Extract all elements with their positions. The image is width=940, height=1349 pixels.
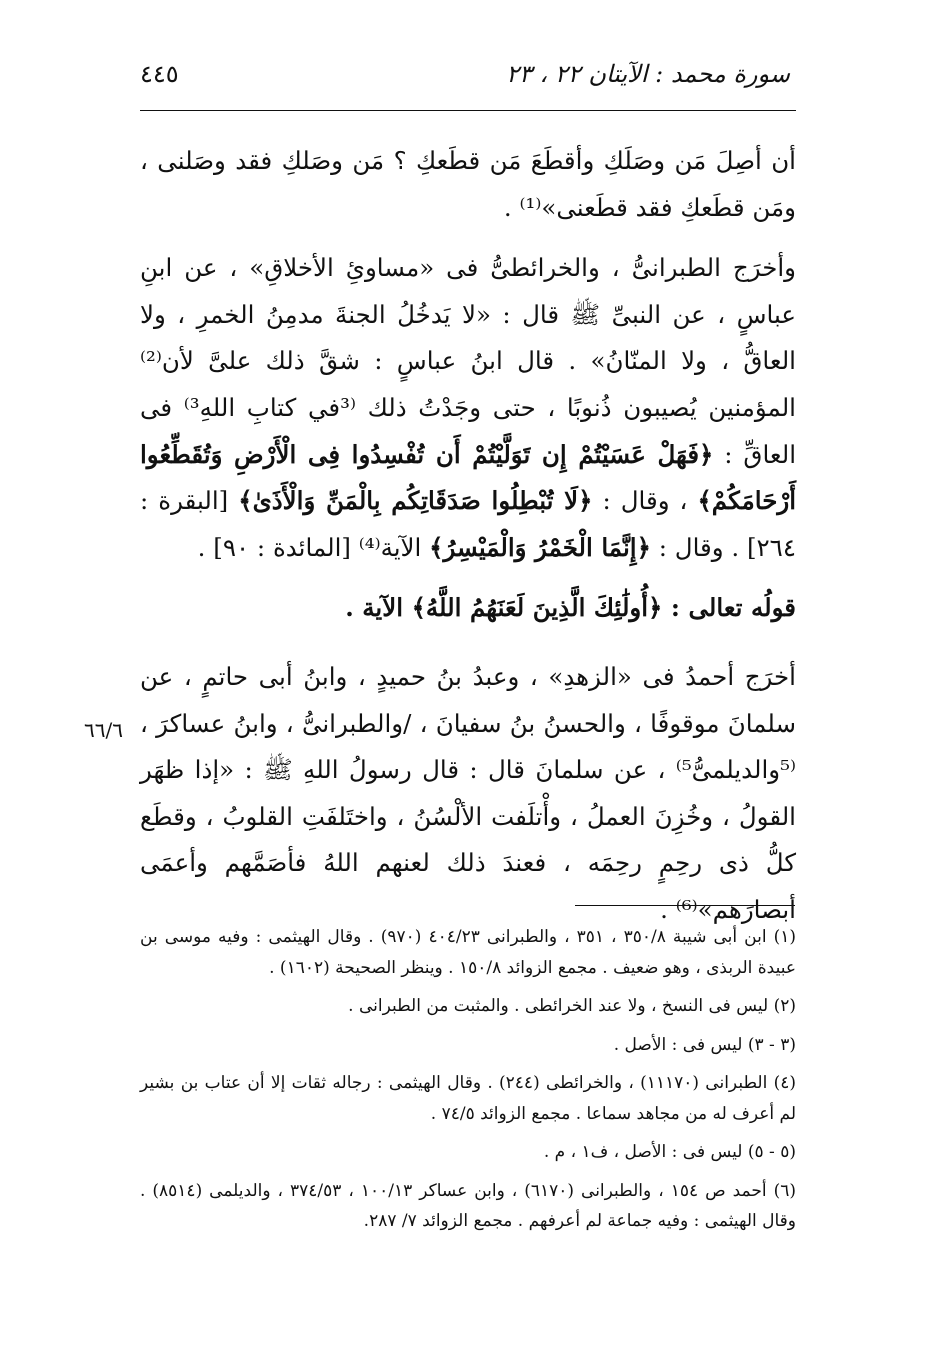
section-heading [140, 585, 796, 632]
paragraph-2-text-d: الآية⁽⁴⁾ [المائدة : ٩٠] . [197, 532, 430, 562]
heading-label: قولُه تعالى : [662, 593, 796, 623]
footnote-separator [575, 905, 795, 906]
footnote-3: (٣ - ٣) ليس فى : الأصل . [613, 1034, 796, 1055]
quran-verse-3: ﴿إِنَّمَا الْخَمْرُ وَالْمَيْسِرُ﴾ [429, 532, 651, 562]
paragraph-2-text-a: وأخرَج الطبرانىُّ ، والخرائطىُّ فى «مساوئِ الأخلاقِ» ، عن ابنِ عباسٍ ، عن النبىِّ ﷺ قال : «لا يَدخُلُ الجنةَ مدمِنُ الخمرِ ، ولا العاقُّ ، ولا المنّانُ» . قال ابنُ عباسٍ : شقَّ ذلك علىَّ لأن⁽²⁾ المؤمنين يُصيبون ذُنوبًا ، حتى وجَدْتُ ذلك ⁽³في كتابِ اللهِ³⁾ فى العاقِّ : [140, 253, 796, 469]
footnote-6: (٦) أحمد ص ١٥٤ ، والطبرانى (٦١٧٠) ، وابن عساكر ١٠٠/١٣ ، ٣٧٤/٥٣ ، والديلمى (٨٥١٤) . وقال الهيثمى : وفيه جماعة لم أعرفهم . مجمع الزوائد ٧/ ٢٨٧. [140, 1180, 796, 1231]
paragraph-2-text-c: [البقرة : ٢٦٤] . وقال : [140, 486, 796, 562]
paragraph-3: أخرَج أحمدُ فى «الزهدِ» ، وعبدُ بنُ حميدٍ ، وابنُ أبى حاتمٍ ، عن سلمانَ موقوفًا ، والحسنُ بنُ سفيانَ ، /والطبرانىُّ ، وابنُ عساكرَ ، ⁽⁵والديلمىُّ⁵⁾ ، عن سلمانَ قال : قال رسولُ اللهِ ﷺ : «إذا ظهَر القولُ ، وخُزِنَ العملُ ، وأْتلَفت الألْسُنُ ، واختَلفَتِ القلوبُ ، وقطَع كلُّ ذى رحِمٍ رحِمَه ، فعندَ ذلك لعنهم اللهُ فأصَمَّهم وأعمَى أبصارَهم»⁽⁶⁾ . [140, 661, 796, 924]
paragraph-2 [140, 245, 796, 571]
main-text [140, 138, 796, 964]
heading-tail: الآية . [345, 593, 412, 623]
paragraph-2-text-b: ، وقال : [592, 486, 698, 516]
footnote-2: (٢) ليس فى النسخ ، ولا عند الخرائطى . والمثبت من الطبرانى . [348, 996, 796, 1016]
margin-reference: ٦٦/٦ [84, 718, 123, 742]
running-header [140, 60, 790, 94]
paragraph-1: أن أصِلَ مَن وصَلَكِ وأقطَعَ مَن قطَعكِ ؟ مَن وصَلكِ فقد وصَلنى ، ومَن قطَعكِ فقد قطَعنى»⁽¹⁾ . [140, 146, 796, 222]
heading-verse: ﴿أُولَٰئِكَ الَّذِينَ لَعَنَهُمُ اللَّهُ﴾ [411, 593, 663, 623]
footnote-5: (٥ - ٥) ليس فى : الأصل ، ف١ ، م . [543, 1142, 796, 1162]
footnotes [140, 922, 796, 1245]
quran-verse-1: ﴿فَهَلْ عَسَيْتُمْ إِن تَوَلَّيْتُمْ أَن تُفْسِدُوا فِى الْأَرْضِ وَتُقَطِّعُوا أَرْحَامَكُمْ﴾ [140, 439, 796, 516]
header-rule [140, 110, 796, 111]
quran-verse-2: ﴿لَا تُبْطِلُوا صَدَقَاتِكُم بِالْمَنِّ وَالْأَذَىٰ﴾ [238, 486, 593, 516]
page-number: ٤٤٥ [140, 60, 179, 88]
footnote-1: (١) ابن أبى شيبة ٣٥٠/٨ ، ٣٥١ ، والطبرانى ٤٠٤/٢٣ (٩٧٠) . وقال الهيثمى : وفيه موسى بن عبيدة الربذى ، وهو ضعيف . مجمع الزوائد ١٥٠/٨ . وينظر الصحيحة (١٦٠٢) . [140, 927, 797, 978]
header-title: سورة محمد : الآيتان ٢٢ ، ٢٣ [506, 60, 790, 88]
footnote-4: (٤) الطبرانى (١١١٧٠) ، والخرائطى (٢٤٤) . وقال الهيثمى : رجاله ثقات إلا أن عتاب بن بشير لم أعرف له من مجاهد سماعا . مجمع الزوائد ٧٤/٥ . [140, 1073, 796, 1124]
